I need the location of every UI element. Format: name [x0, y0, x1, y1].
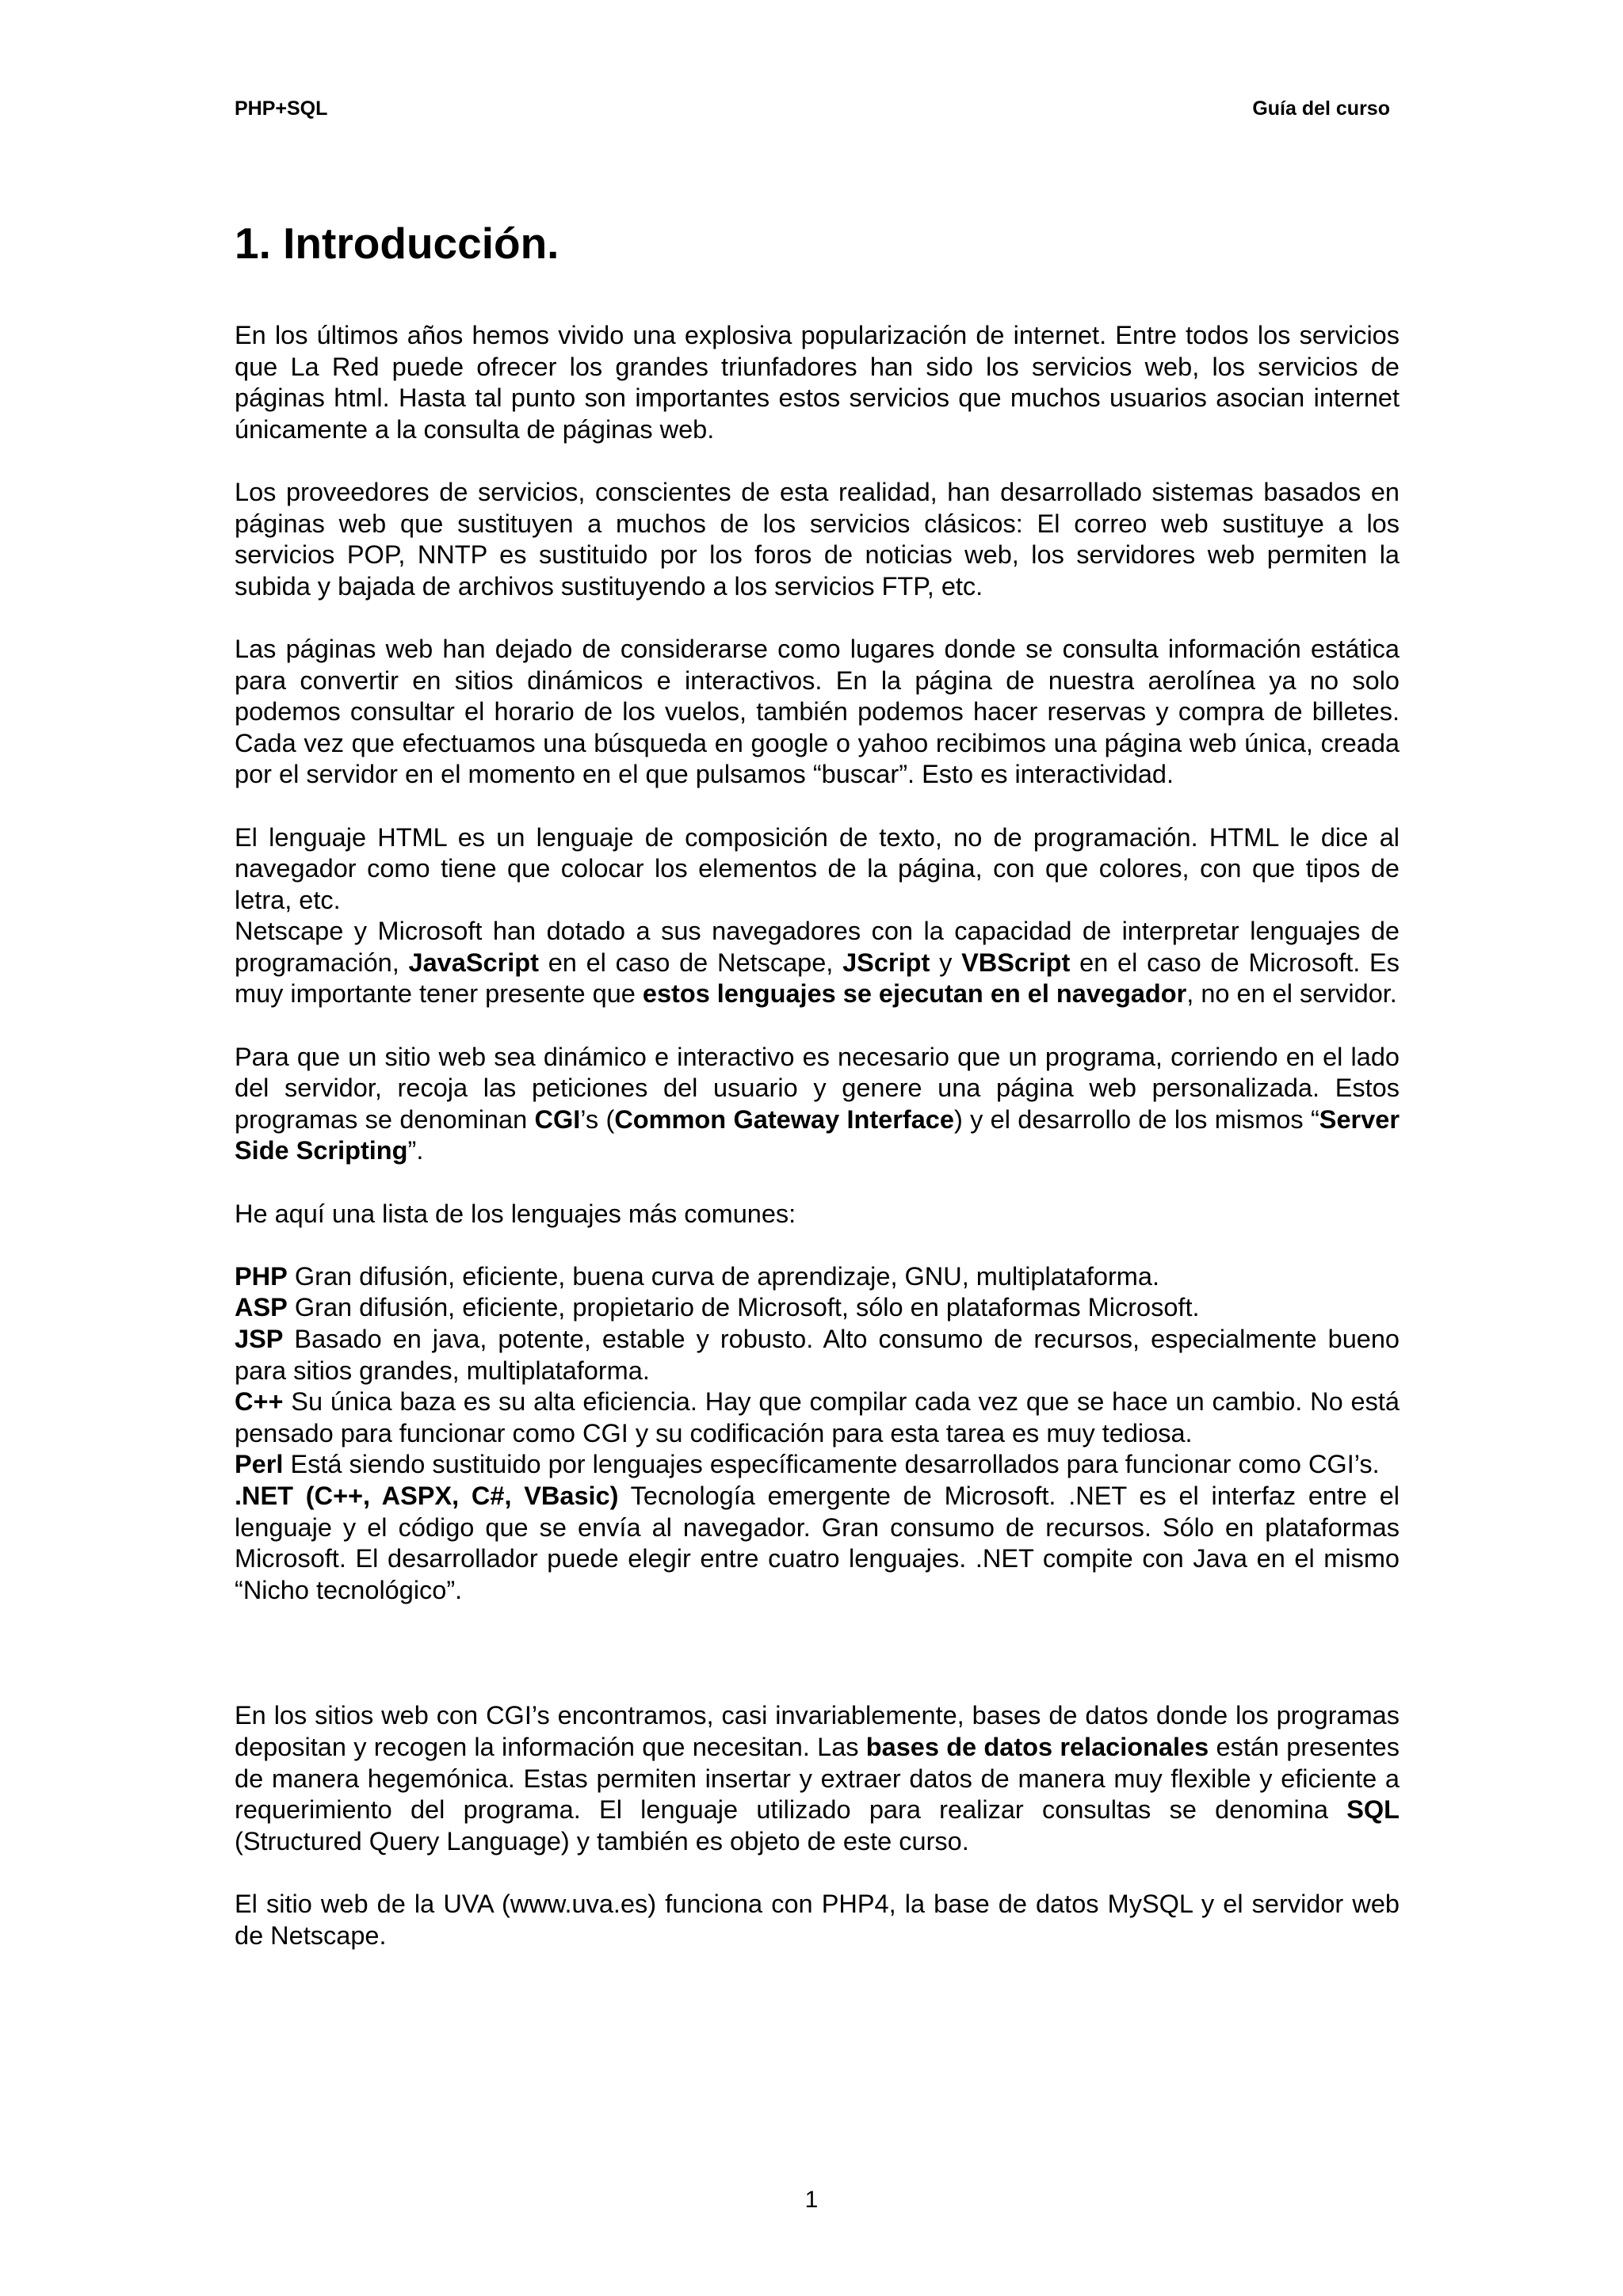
bold-jscript: JScript [842, 948, 930, 977]
bold-vbscript: VBScript [961, 948, 1071, 977]
paragraph-providers: Los proveedores de servicios, conscientes de esta realidad, han desarrollado sistemas basados en páginas web que sustituyen a muchos de los servicios clásicos: El correo web sustituye a los servicios POP, NNTP es sustituido por los foros de noticias web, los servidores web permiten la subida y bajada de archivos sustituyendo a los servicios FTP, etc. [235, 477, 1400, 601]
paragraph-dynamic-pages: Las páginas web han dejado de considerarse como lugares donde se consulta información estática para convertir en sitios dinámicos e interactivos. En la página de nuestra aerolínea ya no solo podemos consultar el horario de los vuelos, también podemos hacer reservas y compra de billetes. Cada vez que efectuamos una búsqueda en google o yahoo recibimos una página web única, creada por el servidor en el momento en el que pulsamos “buscar”. Esto es interactividad. [235, 634, 1400, 789]
language-name: Perl [235, 1450, 284, 1479]
bold-common-gateway-interface: Common Gateway Interface [614, 1104, 954, 1134]
language-description: Está siendo sustituido por lenguajes específicamente desarrollados para funcionar como CGI’s. [283, 1450, 1380, 1479]
page-number: 1 [804, 2187, 819, 2213]
language-description: Basado en java, potente, estable y robusto. Alto consumo de recursos, especialmente bueno para sitios grandes, multiplataforma. [235, 1325, 1400, 1385]
language-description: Gran difusión, eficiente, buena curva de aprendizaje, GNU, multiplataforma. [287, 1261, 1159, 1291]
list-item [235, 1449, 1400, 1481]
paragraph-intro: En los últimos años hemos vivido una explosiva popularización de internet. Entre todos los servicios que La Red puede ofrecer los grandes triunfadores han sido los servicios web, los servicios de páginas html. Hasta tal punto son importantes estos servicios que muchos usuarios asocian internet únicamente a la consulta de páginas web. [235, 321, 1400, 444]
bold-relational-databases: bases de datos relacionales [865, 1732, 1209, 1761]
bold-server-side-scripting: Server Side Scripting [235, 1104, 1400, 1165]
text-run: Netscape y Microsoft han dotado a sus navegadores con la capacidad de interpretar lenguajes de programación, [235, 917, 1400, 977]
text-run: (Structured Query Language) y también es objeto de este curso. [235, 1826, 969, 1855]
bold-sql: SQL [1346, 1795, 1400, 1825]
bold-browser-execution: estos lenguajes se ejecutan en el navegador [642, 979, 1187, 1009]
list-item [235, 1324, 1400, 1386]
language-description: Su única baza es su alta eficiencia. Hay que compilar cada vez que se hace un cambio. No está pensado para funcionar como CGI y su codificación para esta tarea es muy tediosa. [235, 1387, 1400, 1447]
text-run: ’s ( [580, 1104, 615, 1134]
text-run: están presentes de manera hegemónica. Estas permiten insertar y extraer datos de manera muy flexible y eficiente a requerimiento del programa. El lenguaje utilizado para realizar consultas se denomina [235, 1732, 1400, 1825]
language-name: JSP [235, 1325, 284, 1353]
paragraph-list-intro: He aquí una lista de los lenguajes más comunes: [235, 1199, 796, 1228]
text-run: Para que un sitio web sea dinámico e interactivo es necesario que un programa, corriendo en el lado del servidor, recoja las peticiones del usuario y genere una página web personalizada. Estos programas se denominan [235, 1042, 1400, 1134]
text-run: en el caso de Microsoft. Es muy importante tener presente que [235, 948, 1400, 1009]
paragraph-cgi [235, 1042, 1400, 1167]
language-list [235, 1261, 1400, 1607]
list-item [235, 1481, 1400, 1606]
vertical-spacer [235, 1606, 1400, 1700]
bold-javascript: JavaScript [408, 948, 539, 977]
paragraph-databases [235, 1700, 1400, 1857]
language-name: .NET (C++, ASPX, C#, VBasic) [235, 1481, 619, 1510]
paragraph-uva-site: El sitio web de la UVA (www.uva.es) funciona con PHP4, la base de datos MySQL y el servidor web de Netscape. [235, 1889, 1400, 1950]
text-run: ) y el desarrollo de los mismos “ [953, 1104, 1319, 1134]
text-run: En los sitios web con CGI’s encontramos, casi invariablemente, bases de datos donde los programas depositan y recogen la información que necesitan. Las [235, 1701, 1400, 1761]
list-item [235, 1292, 1400, 1324]
language-description: Gran difusión, eficiente, propietario de Microsoft, sólo en plataformas Microsoft. [287, 1293, 1200, 1322]
paragraph-html: El lenguaje HTML es un lenguaje de composición de texto, no de programación. HTML le dice al navegador como tiene que colocar los elementos de la página, con que colores, con que tipos de letra, etc. [235, 822, 1400, 914]
page-content [235, 217, 1400, 1983]
text-run: ”. [407, 1136, 424, 1165]
bold-cgi: CGI [534, 1104, 581, 1134]
text-run: en el caso de Netscape, [538, 948, 843, 977]
language-name: ASP [235, 1293, 288, 1322]
header-guide-label: Guía del curso [1252, 97, 1390, 120]
list-item [235, 1386, 1400, 1449]
language-name: PHP [235, 1261, 288, 1291]
section-title: 1. Introducción. [235, 219, 559, 268]
language-description: Tecnología emergente de Microsoft. .NET es el interfaz entre el lenguaje y el código que se envía al navegador. Gran consumo de recursos. Sólo en plataformas Microsoft. El desarrollador puede elegir entre cuatro lenguajes. .NET compite con Java en el mismo “Nicho tecnológico”. [235, 1481, 1400, 1604]
text-run: , no en el servidor. [1186, 979, 1397, 1009]
paragraph-client-languages [235, 916, 1400, 1010]
language-name: C++ [235, 1387, 284, 1417]
text-run: y [930, 948, 962, 977]
list-item [235, 1261, 1400, 1293]
header-course-name: PHP+SQL [235, 97, 328, 120]
